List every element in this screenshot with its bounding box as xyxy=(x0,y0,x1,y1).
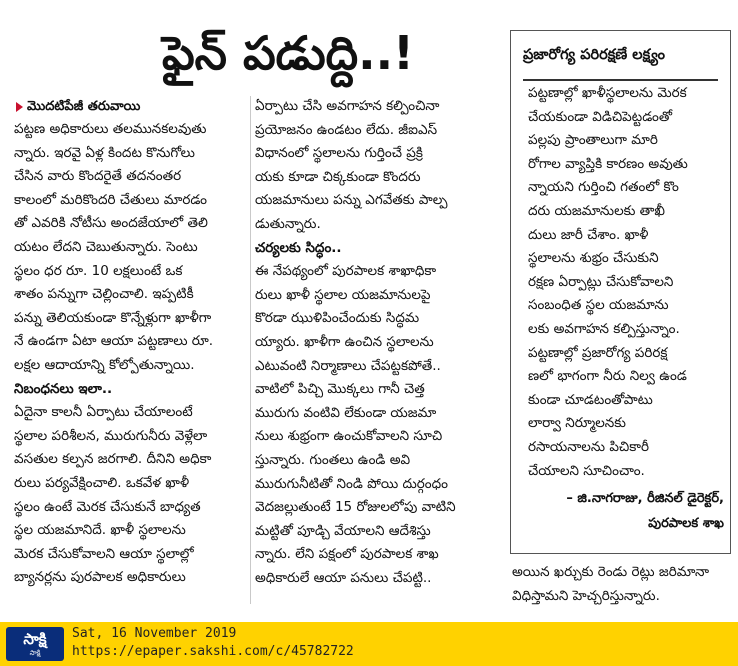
text-line: స్తున్నారు. గుంతలు ఉండి అవి xyxy=(255,451,411,468)
text-line: య్యారు. ఖాళీగా ఉంచిన స్థలాలను xyxy=(255,333,434,350)
text-line: న్నారు. లేని పక్షంలో పురపాలక శాఖ xyxy=(255,546,439,563)
continued-from-front-page xyxy=(16,97,246,117)
text-line: వసతుల కల్పన జరగాలి. దీనిని అధికా xyxy=(14,451,212,468)
text-line: అయిన ఖర్చుకు రెండు రెట్లు జరిమానా xyxy=(512,564,709,580)
text-line: పట్టణ అధికారులు తలమునకలవుతు xyxy=(14,121,207,137)
article-column-3-tail xyxy=(512,561,734,608)
text-line: పట్టణాల్లో ఖాళీస్థలాలను మెరక xyxy=(528,85,687,101)
text-line: సంబంధిత స్థల యజమాను xyxy=(528,297,669,314)
text-line: ఏదైనా కాలనీ ఏర్పాటు చేయాలంటే xyxy=(14,404,193,421)
triangle-bullet-icon xyxy=(16,102,23,112)
text-line: ఈ నేపథ్యంలో పురపాలక శాఖాధికా xyxy=(255,263,437,280)
epaper-footer xyxy=(0,622,738,666)
text-line: ణలో భాగంగా నీరు నిల్వ ఉండ xyxy=(528,368,687,385)
text-line: చేయకుండా విడిచిపెట్టడంతో xyxy=(528,108,673,125)
logo-subtext: సాక్షి xyxy=(29,649,41,657)
text-line: స్థలాల పరిశీలన, మురుగునీరు వెళ్లేలా xyxy=(14,427,208,444)
epaper-url-link[interactable]: https://epaper.sakshi.com/c/45782722 xyxy=(72,644,354,659)
text-line: స్థలం ఉంటే మెరక చేసుకునే బాధ్యత xyxy=(14,498,201,515)
text-line: పల్లపు ప్రాంతాలుగా మారి xyxy=(528,132,658,149)
column-divider xyxy=(250,96,251,604)
text-line: స్థల యజమానిదే. ఖాళీ స్థలాలను xyxy=(14,522,186,539)
text-line: రక్షణ ఏర్పాట్లు చేసుకోవాలని xyxy=(528,273,674,290)
quote-attribution-name: – జి.నాగరాజు, రీజినల్ డైరెక్టర్, xyxy=(566,491,724,506)
text-line: చేయాలని సూచించాం. xyxy=(528,462,645,479)
headline: ఫైన్ పడుద్ది..! xyxy=(161,26,415,80)
text-line: చేసిన వారు కొందరైతే తదనంతర xyxy=(14,168,182,185)
subheading: నిబంధనలు ఇలా.. xyxy=(14,380,113,397)
text-line: బ్యానర్లను పురపాలక అధికారులు xyxy=(14,569,186,586)
text-line: మురుగు వంటివి లేకుండా యజమా xyxy=(255,404,437,421)
subheading: చర్యలకు సిద్ధం.. xyxy=(255,239,342,256)
text-line: మెరక చేసుకోవాలని ఆయా స్థలాల్లో xyxy=(14,545,194,562)
article-column-1 xyxy=(14,118,250,590)
text-line: న్నారు. ఇరవై ఏళ్ల కిందట కొనుగోలు xyxy=(14,144,195,161)
text-line: దరు యజమానులకు తాఖీ xyxy=(528,202,665,219)
text-line: స్థలం ధర రూ. 10 లక్షలుంటే ఒక xyxy=(14,262,183,279)
text-line: విధిస్తామని హెచ్చరిస్తున్నారు. xyxy=(512,587,660,604)
text-line: యజమానులు పన్ను ఎగవేతకు పాల్ప xyxy=(255,192,448,209)
text-line: ఎటువంటి నిర్మాణాలు చేపట్టకపోతే.. xyxy=(255,357,441,374)
text-line: నే ఉండగా ఏటా ఆయా పట్టణాలు రూ. xyxy=(14,333,214,350)
quote-box-title: ప్రజారోగ్య పరిరక్షణే లక్ష్యం xyxy=(523,47,666,63)
text-line: నులు శుభ్రంగా ఉంచుకోవాలని సూచి xyxy=(255,428,443,445)
continued-label: మొదటిపేజీ తరువాయి xyxy=(27,99,141,114)
text-line: పట్టణాల్లో ప్రజారోగ్య పరిరక్ష xyxy=(528,344,668,361)
text-line: రోగాల వ్యాప్తికి కారణం అవుతు xyxy=(528,155,688,172)
text-line: మురుగునీటితో నిండి పోయి దుర్గంధం xyxy=(255,475,448,492)
text-line: వాటిలో పిచ్చి మొక్కలు గానీ చెత్త xyxy=(255,381,425,398)
text-line: దులు జారీ చేశాం. ఖాళీ xyxy=(528,226,649,243)
article-column-2 xyxy=(255,95,491,590)
quote-box-title-rule xyxy=(523,79,718,81)
quote-box-body xyxy=(528,82,724,483)
text-line: అధికారులే ఆయా పనులు చేపట్టి.. xyxy=(255,569,432,586)
text-line: వెదజల్లుతుంటే 15 రోజులలోపు వాటిని xyxy=(255,499,456,516)
text-line: మట్టితో పూడ్చి వేయాలని ఆదేశిస్తు xyxy=(255,522,431,539)
text-line: యకు కూడా చిక్కకుండా కొందరు xyxy=(255,168,421,185)
text-line: పన్ను తెలియకుండా కొన్నేళ్లుగా ఖాళీగా xyxy=(14,309,212,326)
text-line: ఏర్పాటు చేసి అవగాహన కల్పించినా xyxy=(255,98,440,114)
text-line: కుండా చూడటంతోపాటు xyxy=(528,391,653,408)
publication-date: Sat, 16 November 2019 xyxy=(72,626,237,641)
text-line: లకు అవగాహన కల్పిస్తున్నాం. xyxy=(528,320,680,337)
text-line: రసాయనాలను పిచికారీ xyxy=(528,438,649,455)
text-line: లక్షల ఆదాయాన్ని కోల్పోతున్నాయి. xyxy=(14,356,195,373)
text-line: విధానంలో స్థలాలను గుర్తించే ప్రక్రి xyxy=(255,145,423,162)
text-line: స్థలాలను శుభ్రం చేసుకుని xyxy=(528,250,659,267)
quote-attribution-dept: పురపాలక శాఖ xyxy=(648,516,724,531)
text-line: తో ఎవరికి నోటీసు అందజేయాలో తెలి xyxy=(14,215,208,232)
text-line: లార్వా నిర్మూలనకు xyxy=(528,415,626,432)
logo-text: సాక్షి xyxy=(23,630,47,648)
text-line: శాతం పన్నుగా చెల్లించాలి. ఇప్పటికీ xyxy=(14,286,194,303)
text-line: కాలంలో మరికొందరి చేతులు మారడం xyxy=(14,191,207,208)
text-line: యటం లేదని చెబుతున్నారు. సెంటు xyxy=(14,238,198,255)
text-line: న్నాయని గుర్తించి గతంలో కొం xyxy=(528,179,679,196)
text-line: రులు పర్యవేక్షించాలి. ఒకవేళ ఖాళీ xyxy=(14,474,190,491)
text-line: డుతున్నారు. xyxy=(255,215,321,232)
text-line: రులు ఖాళీ స్థలాల యజమానులపై xyxy=(255,286,431,303)
text-line: కొరడా ఝుళిపించేందుకు సిద్ధమ xyxy=(255,310,420,327)
sakshi-logo[interactable] xyxy=(6,627,64,661)
text-line: ప్రయోజనం ఉండటం లేదు. జీఐఎస్ xyxy=(255,121,438,138)
